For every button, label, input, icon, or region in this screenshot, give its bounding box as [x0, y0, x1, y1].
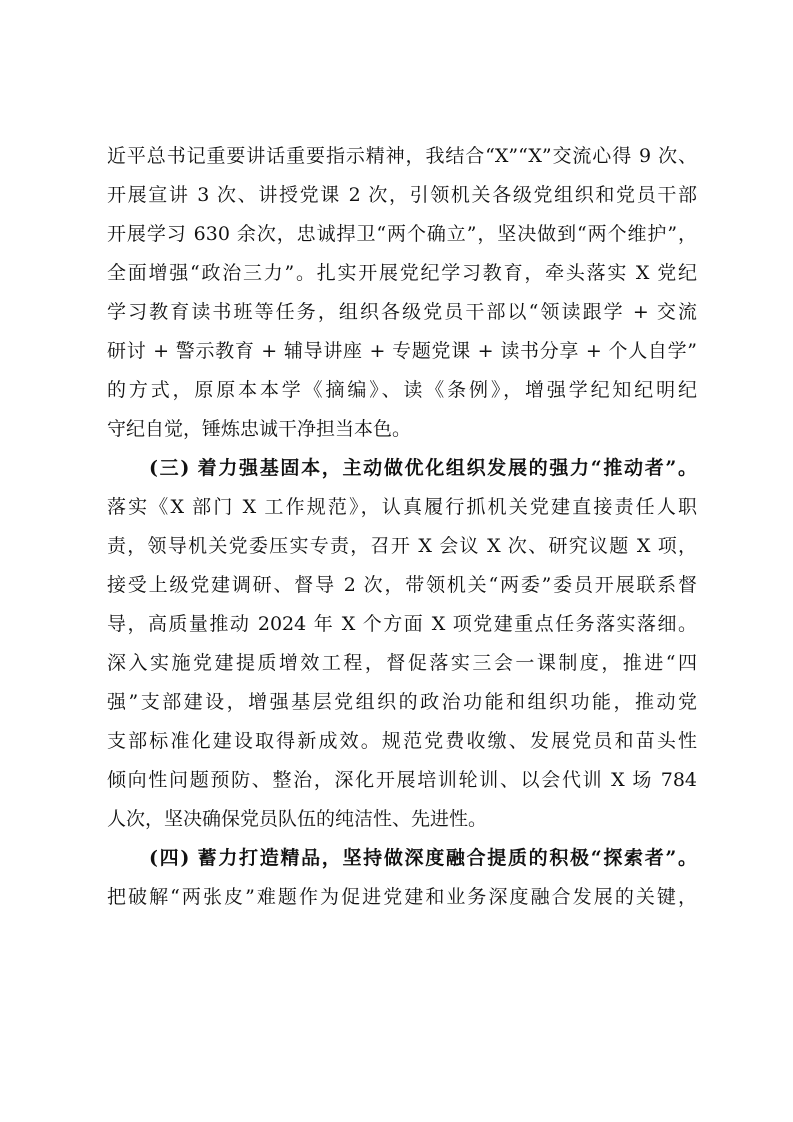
body-text-line: 强”支部建设，增强基层党组织的政治功能和组织功能，推动党: [107, 691, 697, 713]
body-text-line: 开展宣讲 3 次、讲授党课 2 次，引领机关各级党组织和党员干部: [107, 184, 697, 206]
body-text-line: 落实《X 部门 X 工作规范》，认真履行抓机关党建直接责任人职: [107, 496, 697, 518]
section-heading-4: (四) 蓄力打造精品，坚持做深度融合提质的积极“探索者”。: [149, 847, 697, 869]
body-text-line: 倾向性问题预防、整治，深化开展培训轮训、以会代训 X 场 784: [107, 769, 697, 791]
body-text-line: 责，领导机关党委压实专责，召开 X 会议 X 次、研究议题 X 项，: [107, 535, 697, 557]
body-text-line: 接受上级党建调研、督导 2 次，带领机关“两委”委员开展联系督: [107, 574, 697, 596]
body-text-line: 近平总书记重要讲话重要指示精神，我结合“X”“X”交流心得 9 次、: [107, 145, 697, 167]
body-text-line: 的方式，原原本本学《摘编》、读《条例》，增强学纪知纪明纪: [107, 379, 697, 401]
body-text-line: 人次，坚决确保党员队伍的纯洁性、先进性。: [107, 808, 488, 830]
body-text-line: 开展学习 630 余次，忠诚捍卫“两个确立”，坚决做到“两个维护”，: [107, 223, 697, 245]
body-text-line: 学习教育读书班等任务，组织各级党员干部以“领读跟学 + 交流: [107, 301, 697, 323]
body-text-line: 导，高质量推动 2024 年 X 个方面 X 项党建重点任务落实落细。: [107, 613, 697, 635]
body-text-line: 研讨 + 警示教育 + 辅导讲座 + 专题党课 + 读书分享 + 个人自学”: [107, 340, 697, 362]
section-heading-3: (三) 着力强基固本，主动做优化组织发展的强力“推动者”。: [149, 457, 697, 479]
body-text-line: 守纪自觉，锤炼忠诚干净担当本色。: [107, 418, 412, 440]
body-text-line: 深入实施党建提质增效工程，督促落实三会一课制度，推进“四: [107, 652, 697, 674]
body-text-line: 支部标准化建设取得新成效。规范党费收缴、发展党员和苗头性: [107, 730, 697, 752]
body-text-line: 全面增强“政治三力”。扎实开展党纪学习教育，牵头落实 X 党纪: [107, 262, 697, 284]
body-text-line: 把破解“两张皮”难题作为促进党建和业务深度融合发展的关键，: [107, 886, 697, 908]
